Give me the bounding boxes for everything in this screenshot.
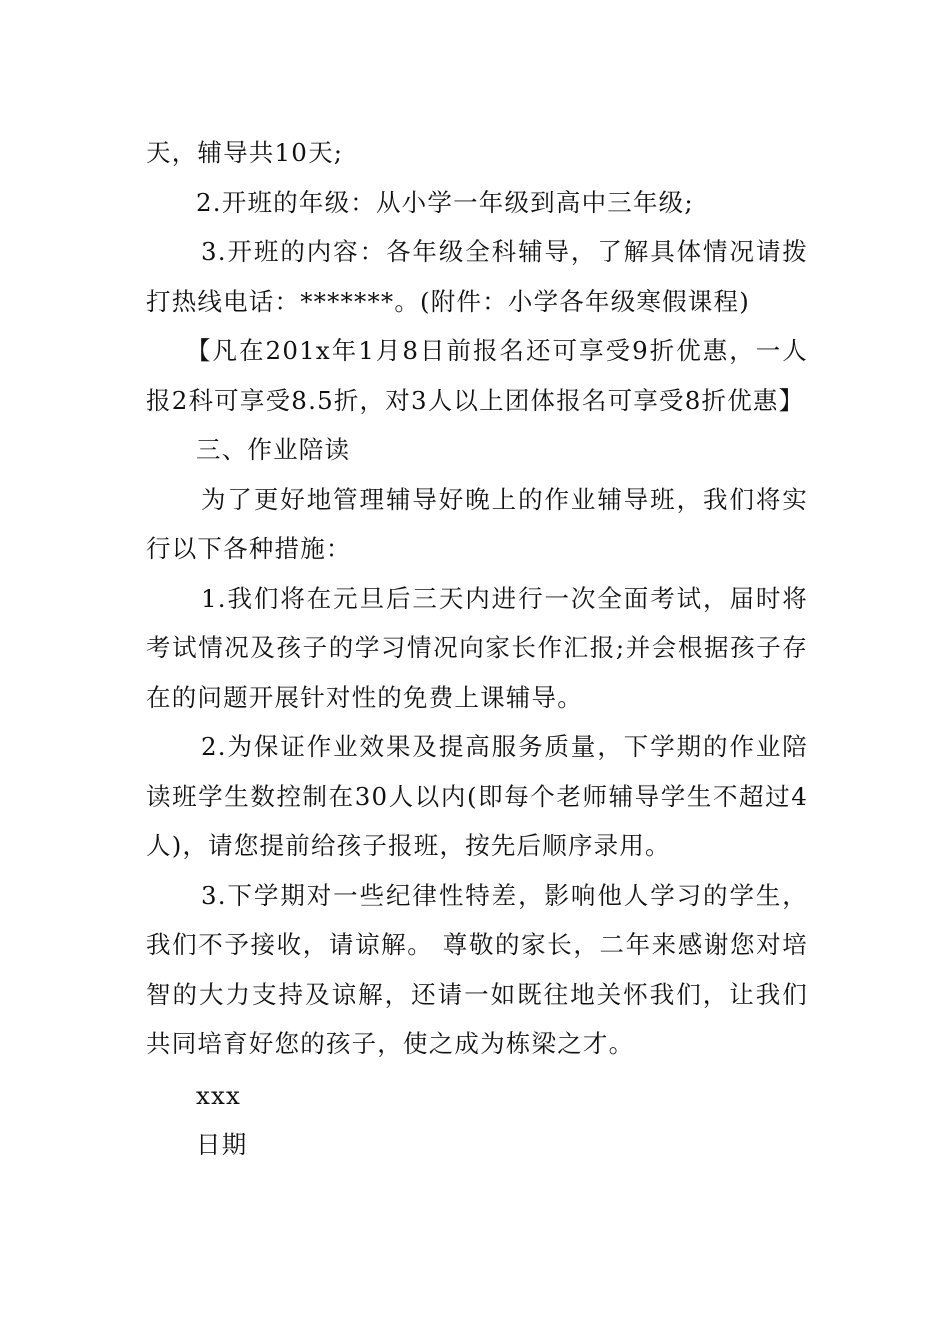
document-body	[146, 128, 808, 1170]
paragraph-measure-discipline: 3.下学期对一些纪律性特差，影响他人学习的学生，我们不予接收，请谅解。 尊敬的家长，二年来感谢您对培智的大力支持及谅解，还请一如既往地关怀我们，让我们共同培育好您的孩子，使之成为栋梁之才。	[146, 880, 808, 1058]
paragraph-discount-notice: 【凡在201x年1月8日前报名还可享受9折优惠，一人报2科可享受8.5折，对3人以上团体报名可享受8折优惠】	[146, 336, 808, 415]
paragraph-course-duration: 天，辅导共10天;	[146, 138, 344, 167]
signature-date: 日期	[196, 1130, 248, 1159]
paragraph-homework-intro: 为了更好地管理辅导好晚上的作业辅导班，我们将实行以下各种措施：	[146, 484, 808, 563]
signature-name: xxx	[196, 1080, 242, 1110]
paragraph-measure-exam: 1.我们将在元旦后三天内进行一次全面考试，届时将考试情况及孩子的学习情况向家长作汇报;并会根据孩子存在的问题开展针对性的免费上课辅导。	[146, 583, 808, 712]
paragraph-measure-class-size: 2.为保证作业效果及提高服务质量，下学期的作业陪读班学生数控制在30人以内(即每个老师辅导学生不超过4人)，请您提前给孩子报班，按先后顺序录用。	[146, 732, 808, 860]
paragraph-class-content: 3.开班的内容：各年级全科辅导，了解具体情况请拨打热线电话：*******。(附件：小学各年级寒假课程)	[146, 237, 808, 316]
paragraph-class-grades: 2.开班的年级：从小学一年级到高中三年级;	[196, 187, 694, 217]
section-heading-homework: 三、作业陪读	[196, 435, 351, 464]
